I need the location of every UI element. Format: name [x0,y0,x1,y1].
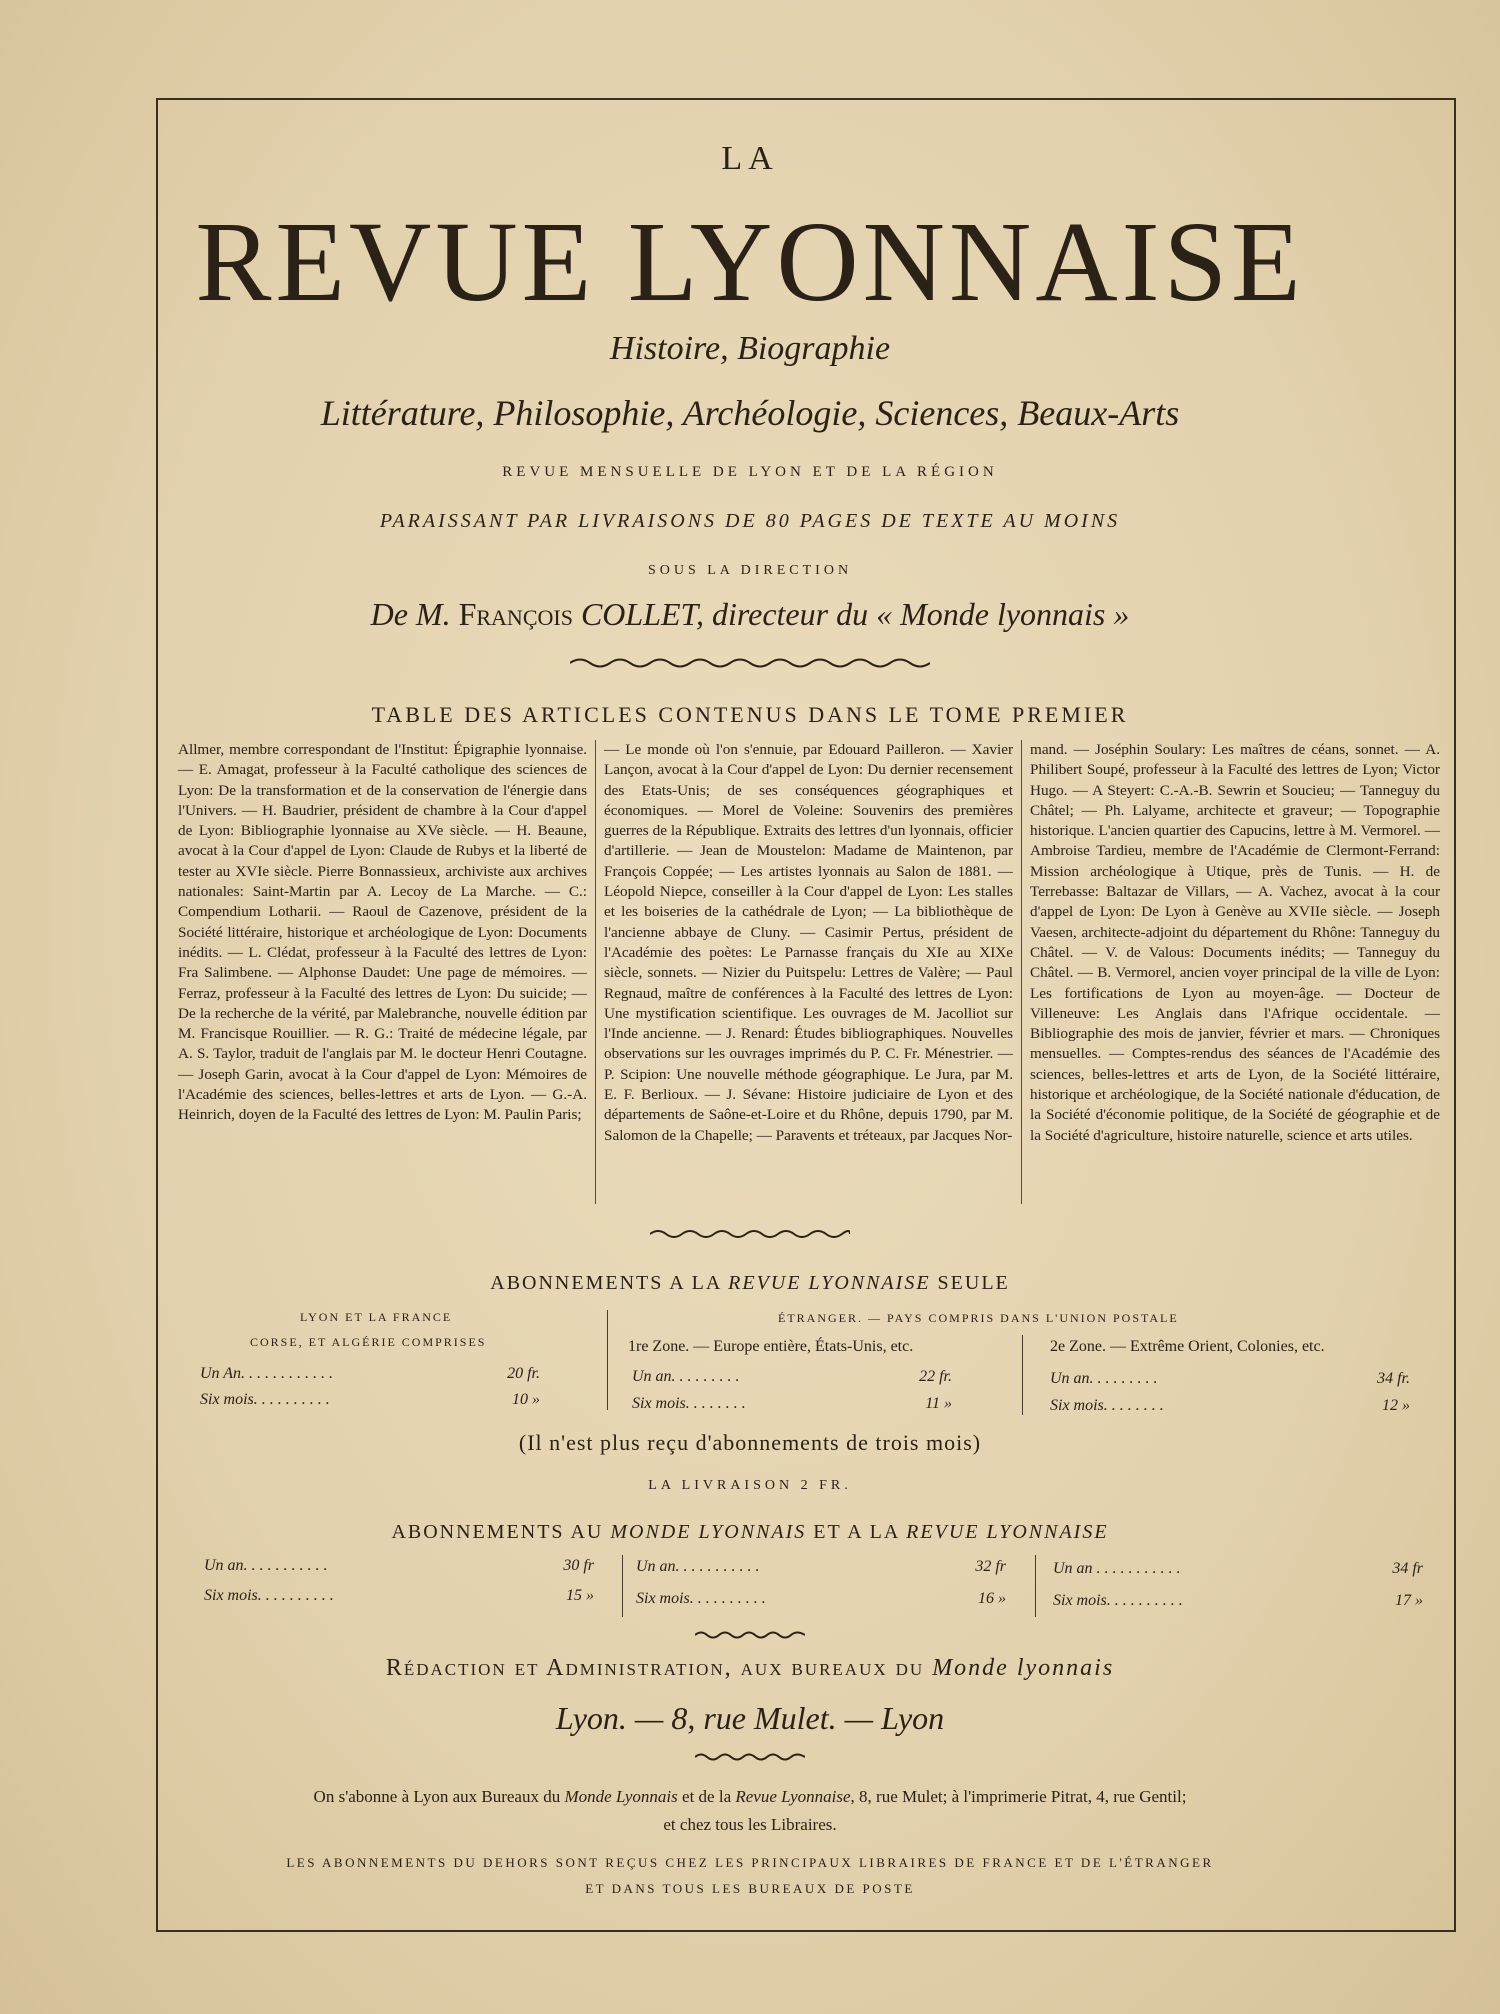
abon2-c3-six [1053,1592,1423,1610]
zone1-row-six [632,1395,952,1413]
abon1-divider-2 [1022,1335,1023,1415]
abon1-title-post: SEULE [930,1272,1010,1294]
toc-column-2: — Le monde où l'on s'ennuie, par Edouard Pailleron. — Xavier Lançon, avocat à la Cour d'appel de Lyon: Du dernier recensement des Etats-Unis; de ses conséquences géographiques et économiques. — Morel de Voleine: Souvenirs des premières guerres de la République. Extraits des lettres d'un lyonnais, officier d'artillerie. — Jean de Moustelon: Madame de Maintenon, par François Coppée; — Les artistes lyonnais au Salon de 1881. — Léopold Niepce, conseiller à la Cour d'appel de Lyon: Les stalles et les boiseries de la cathédrale de Lyon; — La bibliothèque de l'ancienne abbaye de Cluny. — Casimir Pertus, président de l'Académie des poètes: Le Parnasse français du XIe au XIXe siècle, sonnets. — Nizier du Puitspelu: Lettres de Valère; — Paul Regnaud, maître de conférences à la Faculté des lettres de Lyon: Une mystification scientifique. Les ouvrages de M. Jacolliot sur l'Inde ancienne. — J. Renard: Études bibliographiques. Nouvelles observations sur les ouvrages imprimés du P. C. Fr. Ménestrier. — P. Scipion: Une nouvelle méthode géographique. Le Jura, par M. E. F. Berlioux. — J. Sévane: Histoire judiciaire de Lyon et des départements de Saône-et-Loire et du Rhône, depuis 1790, par M. Salomon de la Chapelle; — Paravents et tréteaux, par Jacques Nor- [596,740,1022,1204]
toc-column-3: mand. — Joséphin Soulary: Les maîtres de céans, sonnet. — A. Philibert Soupé, professeur à la Faculté des lettres de Lyon; Victor Hugo. — A Steyert: C.-A.-B. Sewrin et Soucieu; — Tanneguy du Châtel; — Ph. Lalyame, architecte et graveur; — Topographie historique. L'ancien quartier des Capucins, lettre à M. Vermorel. — Ambroise Tardieu, membre de l'Académie de Clermont-Ferrand: Mission archéologique à Utique, près de Tunis. — H. de Terrebasse: Baltazar de Villars, — A. Vachez, avocat à la cour d'appel de Lyon: De Lyon à Genève au XVIIe siècle. — Joseph Vaesen, architecte-adjoint du département du Rhône: Tanneguy du Châtel. — V. de Valous: Documents inédits; — Tanneguy du Châtel. — B. Vermorel, ancien voyer principal de la ville de Lyon: Les fortifications de Lyon au moyen-âge. — Docteur de Villeneuve: Les Anglais dans l'Afrique occidentale. — Bibliographie des mois de janvier, février et mars. — Chroniques mensuelles. — Comptes-rendus des séances de l'Académie des sciences, belles-lettres et arts de Lyon, de la Société littéraire, historique et archéologique, de la Société nationale d'éducation, de la Société d'économie politique, de la Société de géographie et de la Société d'agriculture, histoire naturelle, science et arts utiles. [1030,741,1440,1144]
abon2-c1-six [204,1587,594,1605]
abonnements-monde-title [0,1521,1500,1544]
price-amount: 20 fr. [507,1365,540,1382]
price-label: Un an. . . . . . . . . [632,1368,740,1385]
france-row-year [200,1365,540,1383]
abon1-title-pre: ABONNEMENTS A LA [490,1272,729,1294]
price-label: Six mois. . . . . . . . [632,1395,746,1412]
subscription-info [0,1783,1500,1839]
abon2-c2-year [636,1558,1006,1576]
price-amount: 30 fr [563,1557,594,1574]
abon2-title-pre: ABONNEMENTS AU [391,1521,611,1543]
onsab-italic-1: Monde Lyonnais [564,1787,678,1806]
abon2-title-italic-1: MONDE LYONNAIS [610,1521,807,1543]
price-amount: 11 » [925,1395,952,1412]
abon2-c2-six [636,1590,1006,1608]
director-firstname: François [458,596,573,632]
dehors-line-1: LES ABONNEMENTS DU DEHORS SONT REÇUS CHEZ LES PRINCIPAUX LIBRAIRES DE FRANCE ET DE L'ÉTRANGER [286,1855,1214,1870]
france-header-1: LYON ET LA FRANCE [300,1310,453,1324]
toc-column-1: Allmer, membre correspondant de l'Institut: Épigraphie lyonnaise. — E. Amagat, professeur à la Faculté catholique des sciences de Lyon: De la transformation et de la conservation de l'énergie dans l'Univers. — H. Baudrier, président de chambre à la Cour d'appel de Lyon: Bibliographie lyonnaise au XVe siècle. — H. Beaune, avocat à la Cour d'appel de Lyon: Claude de Rubys et la liberté de tester au XVIe siècle. Pierre Bonnassieux, archiviste aux archives nationales: Saint-Martin par A. Lecoy de La Marche. — C.: Compendium Lotharii. — Raoul de Cazenove, président de la Société littéraire, historique et archéologique de Lyon: Documents inédits. — L. Clédat, professeur à la Faculté des lettres de Lyon: Fra Salimbene. — Alphonse Daudet: Une page de mémoires. — Ferraz, professeur à la Faculté des lettres de Lyon: Du suicide; — De la recherche de la vérité, par Malebranche, nouvelle édition par M. Francisque Rouillier. — R. G.: Traité de médecine légale, par A. S. Taylor, traduit de l'anglais par M. le docteur Henri Coutagne. — Joseph Garin, avocat à la Cour d'appel de Lyon: Mémoires de l'Académie des sciences, belles-lettres et arts de Lyon. — G.-A. Heinrich, doyen de la Faculté des lettres de Lyon: M. Paulin Paris; [170,740,596,1204]
abon2-title-italic-2: REVUE LYONNAISE [906,1521,1109,1543]
director-pre: De M. [370,596,459,632]
price-label: Un an. . . . . . . . . . . [636,1558,760,1575]
onsab-pre: On s'abonne à Lyon aux Bureaux du [313,1787,565,1806]
price-label: Six mois. . . . . . . . . . [636,1590,766,1607]
france-header-2: CORSE, ET ALGÉRIE COMPRISES [250,1335,487,1349]
ornament-divider-2 [0,1228,1500,1240]
price-label: Six mois. . . . . . . . . . [200,1391,330,1408]
toc-columns [170,740,1448,1204]
toc-title: TABLE DES ARTICLES CONTENUS DANS LE TOME PREMIER [371,702,1129,727]
price-amount: 10 » [512,1391,540,1408]
price-label: Un an. . . . . . . . . . . [204,1557,328,1574]
abon2-divider-2 [1035,1555,1036,1617]
france-row-six [200,1391,540,1409]
abon2-divider-1 [622,1555,623,1617]
subtitle-histoire: Histoire, Biographie [609,330,891,367]
price-amount: 32 fr [975,1558,1006,1575]
price-amount: 16 » [978,1590,1006,1607]
address-line: Lyon. — 8, rue Mulet. — Lyon [555,1700,945,1736]
price-amount: 34 fr. [1377,1370,1410,1387]
livraison-price: LA LIVRAISON 2 FR. [648,1478,852,1493]
price-amount: 15 » [566,1587,594,1604]
abon1-title-italic: REVUE LYONNAISE [728,1272,931,1294]
revue-mensuelle-line: REVUE MENSUELLE DE LYON ET DE LA RÉGION [502,464,998,480]
price-label: Un an . . . . . . . . . . . [1053,1560,1181,1577]
director-post: COLLET, directeur du « Monde lyonnais » [572,596,1130,632]
price-amount: 34 fr [1392,1560,1423,1577]
price-amount: 22 fr. [919,1368,952,1385]
dehors-notice [0,1850,1500,1902]
masthead-title: REVUE LYONNAISE [195,198,1305,325]
zone2-row-year [1050,1370,1410,1388]
subscription-line-1 [0,1783,1500,1811]
price-amount: 12 » [1382,1397,1410,1414]
subscription-line-2: et chez tous les Libraires. [663,1815,837,1834]
abon2-c3-year [1053,1560,1423,1578]
price-label: Un an. . . . . . . . . [1050,1370,1158,1387]
abonnements-revue-title [0,1272,1500,1295]
ornament-divider-3 [0,1630,1500,1640]
ornament-divider-1 [0,656,1500,670]
zone1-row-year [632,1368,952,1386]
abon2-c1-year [204,1557,594,1575]
trois-mois-note: (Il n'est plus reçu d'abonnements de trois mois) [518,1430,982,1455]
price-label: Six mois. . . . . . . . . . [1053,1592,1183,1609]
abon2-title-mid: ET A LA [806,1521,907,1543]
onsab-italic-2: Revue Lyonnaise [735,1787,851,1806]
price-amount: 17 » [1395,1592,1423,1609]
redaction-line [0,1655,1500,1682]
price-label: Six mois. . . . . . . . . . [204,1587,334,1604]
paraissant-line: PARAISSANT PAR LIVRAISONS DE 80 PAGES DE TEXTE AU MOINS [379,510,1121,532]
subtitle-disciplines: Littérature, Philosophie, Archéologie, Sciences, Beaux-Arts [320,393,1180,433]
redaction-italic: Monde lyonnais [932,1655,1115,1681]
onsab-mid: et de la [677,1787,736,1806]
ornament-divider-4 [0,1752,1500,1762]
sous-la-direction: SOUS LA DIRECTION [647,563,853,578]
dehors-line-2: ET DANS TOUS LES BUREAUX DE POSTE [585,1881,915,1896]
onsab-post: , 8, rue Mulet; à l'imprimerie Pitrat, 4, rue Gentil; [850,1787,1187,1806]
etranger-header: ÉTRANGER. — PAYS COMPRIS DANS L'UNION POSTALE [778,1311,1179,1325]
director-line [0,596,1500,633]
abon1-divider-1 [607,1310,608,1410]
redaction-pre: Rédaction et Administration, aux bureaux du [385,1655,933,1681]
zone2-label: 2e Zone. — Extrême Orient, Colonies, etc. [1050,1338,1325,1355]
masthead-article: LA [721,140,779,177]
zone1-label: 1re Zone. — Europe entière, États-Unis, etc. [628,1338,914,1355]
price-label: Un An. . . . . . . . . . . . [200,1365,334,1382]
price-label: Six mois. . . . . . . . [1050,1397,1164,1414]
zone2-row-six [1050,1397,1410,1415]
